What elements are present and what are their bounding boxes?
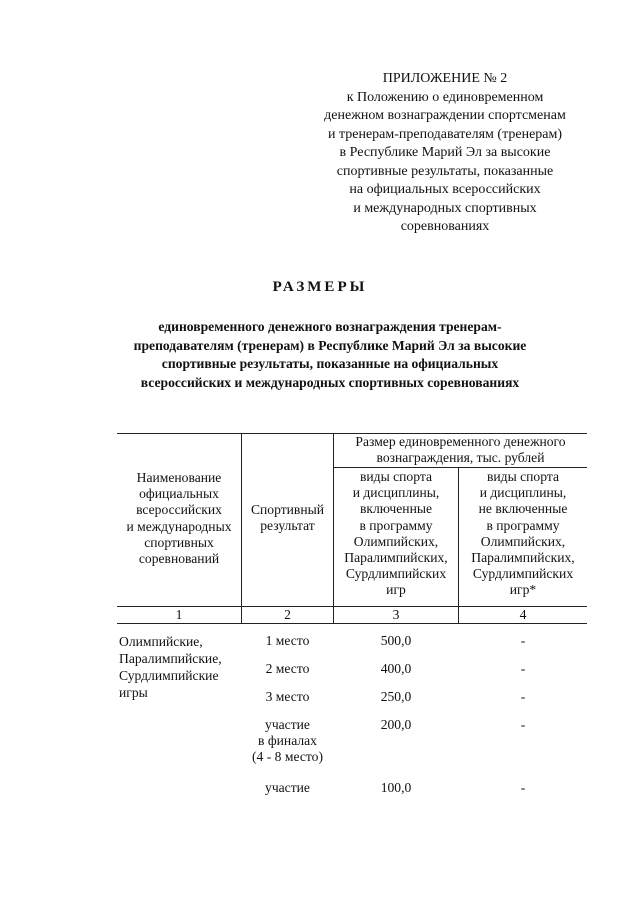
appendix-line: и тренерам-преподавателям (тренерам) xyxy=(327,126,563,142)
appendix-line: в Республике Марий Эл за высокие xyxy=(339,145,551,160)
result-text: (4 - 8 место) xyxy=(252,749,323,765)
appendix-title: ПРИЛОЖЕНИЕ № 2 xyxy=(382,71,508,86)
appendix-line: и международных спортивных xyxy=(353,200,537,216)
document-title: РАЗМЕРЫ xyxy=(272,279,368,295)
column-number: 1 xyxy=(175,607,183,622)
appendix-line: денежном вознаграждении спортсменам xyxy=(324,108,566,123)
header-text: и дисциплины, xyxy=(352,485,440,501)
header-text: соревнований xyxy=(138,551,220,567)
header-text: в программу xyxy=(486,517,560,533)
category-text: игры xyxy=(119,685,148,700)
table-row-amount-non-olympic: - xyxy=(520,633,526,648)
table-row-amount-non-olympic: - xyxy=(520,689,526,704)
header-text: Размер единовременного денежного xyxy=(355,434,566,449)
header-text: Сурдлимпийских xyxy=(345,566,447,582)
header-text: спортивных xyxy=(144,534,214,550)
header-sport-result xyxy=(242,502,333,534)
header-text: в программу xyxy=(359,517,433,533)
header-text: результат xyxy=(260,518,315,534)
competition-category xyxy=(119,633,222,701)
subtitle-line: всероссийских и международных спортивных соревнованиях xyxy=(140,374,520,390)
table-row-amount: 100,0 xyxy=(380,780,412,795)
header-text: вознаграждения, тыс. рублей xyxy=(376,450,545,466)
header-text: Олимпийских, xyxy=(353,533,439,549)
group-header-divider xyxy=(333,467,587,468)
header-text: игр* xyxy=(509,582,537,598)
result-text: в финалах xyxy=(258,733,317,749)
header-text: Олимпийских, xyxy=(480,533,566,549)
header-text: Паралимпийских, xyxy=(344,550,448,566)
table-row-result xyxy=(242,717,333,766)
result-text: 3 место xyxy=(265,689,310,704)
header-text: Паралимпийских, xyxy=(471,550,575,566)
result-text: 2 место xyxy=(265,661,310,676)
header-text: игр xyxy=(386,582,406,598)
appendix-block xyxy=(300,70,590,237)
table-row-result xyxy=(242,689,333,705)
header-text: и дисциплины, xyxy=(479,485,567,501)
header-competition-name xyxy=(117,470,241,567)
subtitle-line: спортивные результаты, показанные на официальных xyxy=(161,356,499,371)
header-text: виды спорта xyxy=(359,469,432,484)
header-text: и международных xyxy=(126,518,232,534)
table-row-result xyxy=(242,661,333,677)
header-text: не включенные xyxy=(478,501,568,517)
table-row-amount: 200,0 xyxy=(380,717,412,732)
numbers-bottom-border xyxy=(117,623,587,624)
appendix-line: спортивные результаты, показанные xyxy=(336,163,554,179)
table-row-amount-non-olympic: - xyxy=(520,780,526,795)
column-number: 3 xyxy=(392,607,400,622)
header-text: Спортивный xyxy=(250,502,325,517)
category-text: Паралимпийские, xyxy=(119,651,222,666)
header-text: виды спорта xyxy=(486,469,559,484)
document-subtitle xyxy=(60,318,600,392)
table-row-result xyxy=(242,780,333,796)
header-reward-size xyxy=(334,434,587,466)
subtitle-line: преподавателям (тренерам) в Республике Марий Эл за высокие xyxy=(133,337,527,353)
table-row-amount: 400,0 xyxy=(380,661,412,676)
category-text: Сурдлимпийские xyxy=(119,668,219,683)
category-text: Олимпийские, xyxy=(119,634,203,649)
table-row-amount-non-olympic: - xyxy=(520,661,526,676)
subtitle-line: единовременного денежного вознаграждения тренерам- xyxy=(158,319,502,334)
header-text: Наименование xyxy=(136,470,222,485)
header-olympic-sports xyxy=(334,469,458,599)
header-text: включенные xyxy=(359,501,433,517)
appendix-line: к Положению о единовременном xyxy=(346,89,544,105)
result-text: участие xyxy=(265,780,310,795)
column-number: 4 xyxy=(519,607,527,622)
table-row-amount: 250,0 xyxy=(380,689,412,704)
appendix-line: на официальных всероссийских xyxy=(349,182,541,197)
result-text: участие xyxy=(265,717,310,732)
header-text: Сурдлимпийских xyxy=(472,566,574,582)
appendix-line: соревнованиях xyxy=(400,219,490,234)
header-non-olympic-sports xyxy=(459,469,587,599)
header-text: официальных xyxy=(139,486,219,502)
header-text: всероссийских xyxy=(136,502,222,518)
table-row-amount-non-olympic: - xyxy=(520,717,526,732)
result-text: 1 место xyxy=(265,633,310,648)
column-number: 2 xyxy=(284,607,291,622)
table-row-result xyxy=(242,633,333,649)
table-row-amount: 500,0 xyxy=(380,633,412,648)
